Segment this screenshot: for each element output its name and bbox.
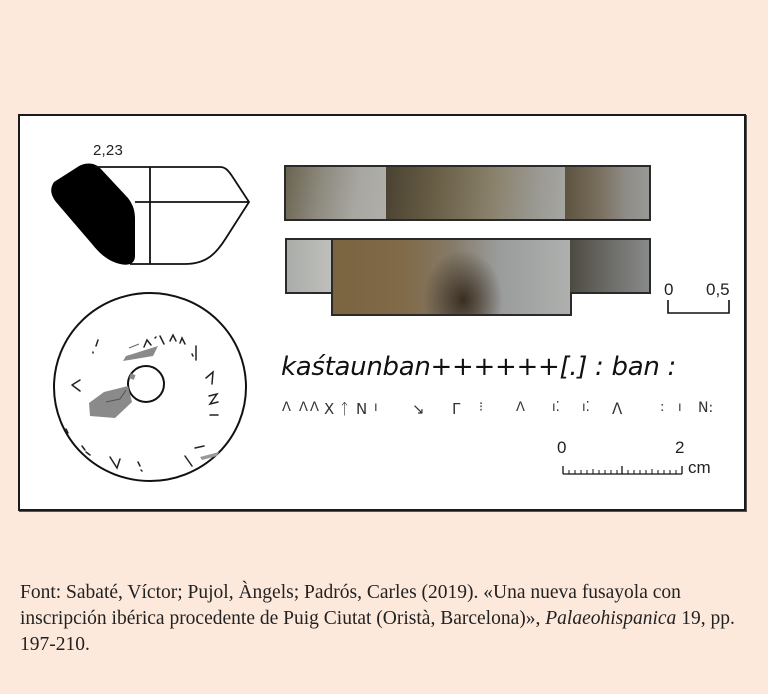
inscription-transliteration: kaśtaunban++++++[.] : ban :: [281, 352, 676, 382]
iberian-signs-row: ᐱ ᐱ ᐱ X ᛏ N ı ↘ Γ ⁝ ᐱ ı⁚ ı⁚ ᐱ : ı N:: [282, 400, 714, 418]
photo-scale-end: 0,5: [706, 280, 730, 299]
inscription-photo-strip-2-center: [331, 238, 572, 316]
figure-frame: [18, 114, 746, 511]
caption-pages: 19, pp. 197-210.: [20, 608, 735, 655]
caption-citation: Font: Sabaté, Víctor; Pujol, Àngels; Padrós, Carles (2019). «Una nueva fusayola con inscripción ibérica procedente de Puig Ciutat (Oristà, Barcelona)»,: [20, 582, 681, 629]
source-caption: [20, 580, 750, 658]
drawing-scale-ruler: [563, 466, 682, 474]
spindle-whorl-plan-drawing: [54, 293, 246, 481]
caption-journal: Palaeohispanica: [545, 608, 677, 629]
drawing-scale-end: 2: [675, 438, 685, 457]
section-dimension-label: 2,23: [93, 142, 123, 159]
inscription-photo-strip-1: [284, 165, 651, 221]
photo-scale-start: 0: [664, 280, 674, 299]
inscription-photo-strip-2-right: [570, 238, 651, 294]
photo-scale-bar: [668, 300, 729, 313]
inscription-photo-strip-2-left: [285, 238, 333, 294]
section-profile-fill: [51, 164, 135, 265]
drawing-scale-start: 0: [557, 438, 567, 457]
drawing-scale-unit: cm: [688, 458, 711, 477]
